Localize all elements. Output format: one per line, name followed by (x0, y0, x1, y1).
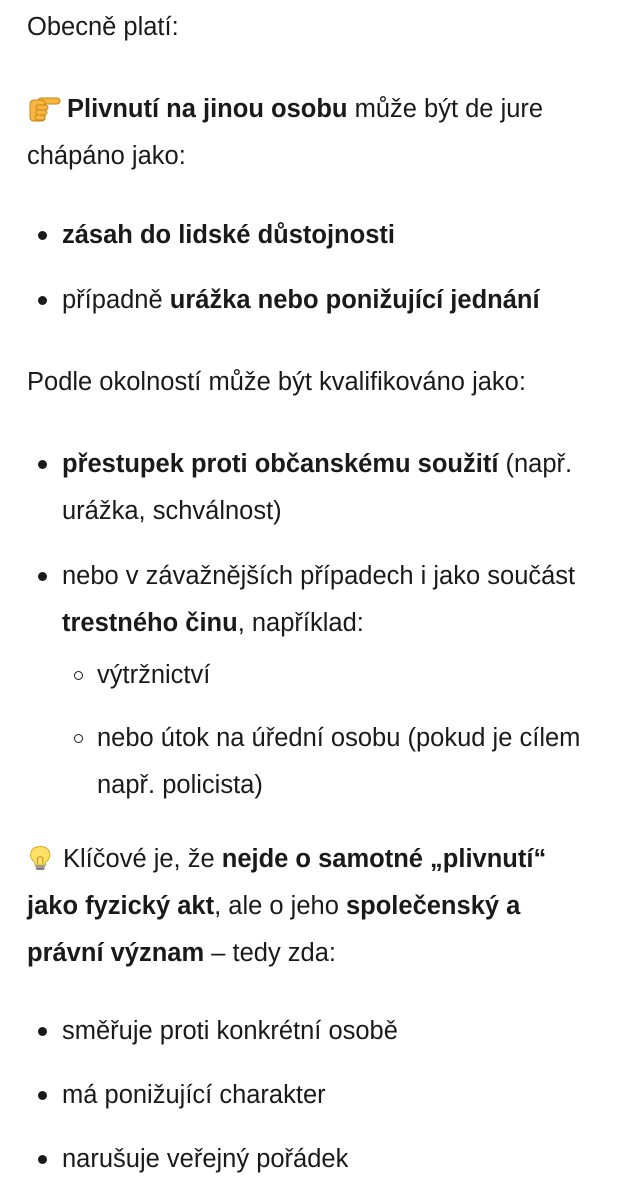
list-item: nebo útok na úřední osobu (pokud je cílem např. policista) (62, 715, 600, 809)
list-item: má ponižující charakter (27, 1072, 600, 1119)
list-item (27, 277, 600, 324)
list-item-bold: přestupek proti občanskému soužití (62, 450, 499, 478)
section3-text-2: , ale o jeho (214, 892, 346, 920)
section3-text-3: – tedy zda: (204, 939, 336, 967)
list-item-text: nebo v závažnějších případech i jako součást (62, 562, 576, 590)
section1-lead-bold: Plivnutí na jinou osobu (67, 95, 348, 123)
section-spitting-definition (27, 86, 600, 180)
list-item: narušuje veřejný pořádek (27, 1136, 600, 1183)
section3-bold-1: nejde o samotné „plivnutí“ jako fyzický akt (27, 845, 547, 920)
list-item (27, 553, 600, 647)
list-item-text: (např. urážka, schválnost) (62, 450, 573, 525)
section1-lead-rest: může být de jure chápáno jako: (27, 95, 544, 170)
intro-text: Obecně platí: (27, 13, 179, 41)
section-key-point (27, 836, 600, 977)
section3-bullet-list (27, 1008, 600, 1183)
section2-bullet-list (27, 441, 600, 647)
section3-text (27, 836, 600, 977)
list-item-bold: zásah do lidské důstojnosti (62, 221, 395, 249)
light-bulb-icon (27, 842, 57, 874)
section3-bold-2: společenský a právní význam (27, 892, 521, 967)
list-item (27, 441, 600, 535)
list-item-bold: trestného činu (62, 609, 238, 637)
list-item-text: , například: (237, 609, 364, 637)
section2-intro: Podle okolností může být kvalifikováno jako: (27, 368, 526, 396)
list-item-bold: urážka nebo ponižující jednání (169, 286, 540, 314)
pointing-hand-icon (27, 92, 61, 122)
list-item-text: případně (62, 286, 170, 314)
section1-bullet-list (27, 212, 600, 324)
section2-sub-bullet-list (62, 652, 600, 809)
section1-lead (27, 86, 600, 180)
section3-text-1: Klíčové je, že (63, 845, 222, 873)
list-item: směřuje proti konkrétní osobě (27, 1008, 600, 1055)
list-item (27, 212, 600, 259)
list-item: výtržnictví (62, 652, 600, 699)
